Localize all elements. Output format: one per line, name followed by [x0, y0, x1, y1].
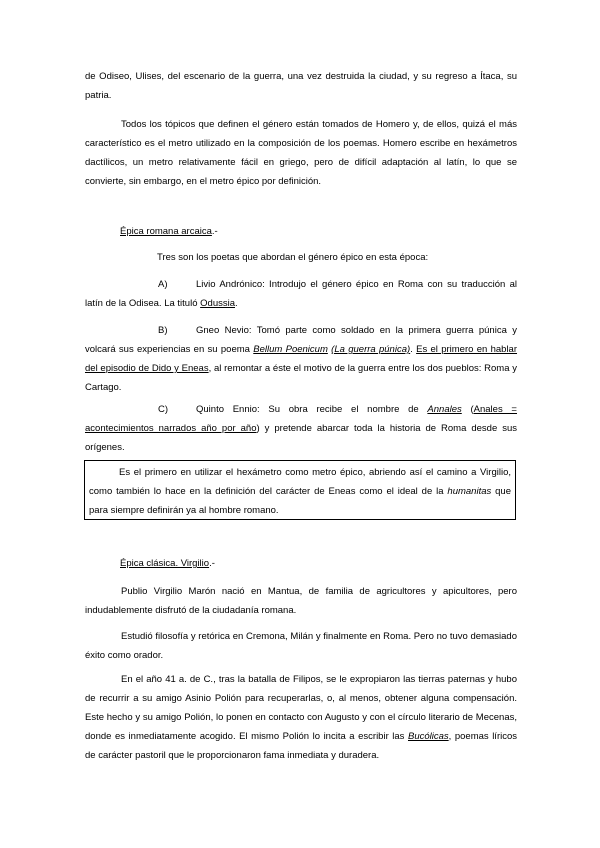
- heading-epica-clasica: [120, 554, 420, 573]
- heading-suffix: .-: [211, 226, 218, 237]
- paragraph-estudio: [85, 627, 517, 665]
- list-item-text-end: , al remontar a éste el motivo de la guerra entre los dos pueblos: Roma y Cartago.: [85, 363, 517, 393]
- separator: (: [461, 404, 474, 415]
- work-title: Bellum Poenicum: [253, 344, 328, 355]
- paragraph-text: de Odiseo, Ulises, del escenario de la guerra, una vez destruida la ciudad, y su regreso a Ítaca, su patria.: [85, 71, 517, 101]
- paragraph-intro: [157, 248, 517, 267]
- list-item-text-end: ) y pretende abarcar toda la historia de Roma desde sus orígenes.: [85, 423, 517, 453]
- box-text: Es el primero en utilizar el hexámetro como metro épico, abriendo así el camino a Virgilio, como también lo hace en la definición del carácter de Eneas como el ideal de la: [89, 467, 511, 497]
- highlighted-text: Es el primero en hablar del episodio de Dido y Eneas: [85, 344, 518, 374]
- box-term: humanitas: [447, 486, 492, 497]
- paragraph-topicos: [85, 115, 517, 191]
- paragraph-text: En el año 41 a. de C., tras la batalla de Filipos, se le expropiaron las tierras paternas y hubo de recurrir a su amigo Asinio Polión para recuperarlas, o, al menos, obtener alguna compensación. Este hecho y su amigo Polión, lo ponen en contacto con Augusto y con el círculo literario de Mecenas, donde es inmediatamente acogido. El mismo Polión lo incita a escribir las: [85, 674, 517, 742]
- paragraph-odiseo: [85, 67, 517, 105]
- list-item-c: [85, 400, 517, 457]
- work-title: Odussia: [200, 298, 235, 309]
- work-title-translation: (La guerra púnica): [331, 344, 411, 355]
- list-item-text: Livio Andrónico: Introdujo el género épico en Roma con su traducción al latín de la Odisea. La tituló: [85, 279, 517, 309]
- heading-epica-arcaica: [120, 222, 420, 241]
- list-item-end: .: [235, 298, 238, 309]
- list-item-label: B): [158, 325, 168, 336]
- paragraph-text: Estudió filosofía y retórica en Cremona, Milán y finalmente en Roma. Pero no tuvo demasiado éxito como orador.: [85, 631, 517, 661]
- list-item-label: C): [158, 404, 169, 415]
- list-item-label: A): [158, 279, 168, 290]
- list-item-b: [85, 321, 517, 397]
- paragraph-text: Publio Virgilio Marón nació en Mantua, de familia de agricultores y apicultores, pero indudablemente disfrutó de la ciudadanía romana.: [85, 586, 517, 616]
- box-paragraph: [89, 463, 511, 520]
- heading-suffix: .-: [209, 558, 215, 569]
- separator: .: [410, 344, 417, 355]
- highlighted-text: Anales = acontecimientos narrados año por año: [85, 404, 517, 434]
- paragraph-ano41: [85, 670, 517, 765]
- paragraph-text-end: , poemas líricos de carácter pastoril que le proporcionaron fama inmediata y duradera.: [85, 731, 517, 761]
- highlight-box: [84, 460, 516, 520]
- paragraph-publio: [85, 582, 517, 620]
- paragraph-text: Tres son los poetas que abordan el género épico en esta época:: [157, 252, 429, 263]
- list-item-text: Quinto Ennio: Su obra recibe el nombre de: [196, 404, 428, 415]
- work-title: Bucólicas: [407, 731, 449, 742]
- list-item-text: Gneo Nevio: Tomó parte como soldado en la primera guerra púnica y volcará sus experiencias en su poema: [85, 325, 517, 355]
- work-title: Annales: [427, 404, 462, 415]
- heading-title: Épica clásica. Virgilio: [120, 558, 210, 569]
- list-item-a: [85, 275, 517, 313]
- paragraph-text: Todos los tópicos que definen el género están tomados de Homero y, de ellos, quizá el más característico es el metro utilizado en la composición de los poemas. Homero escribe en hexámetros dactílicos, un metro relativamente fácil en griego, pero de difícil adaptación al latín, lo que se convierte, sin embargo, en el metro épico por definición.: [85, 119, 517, 187]
- box-text-end: que para siempre definirán ya al hombre romano.: [89, 486, 511, 516]
- heading-title: Épica romana arcaica: [120, 226, 212, 237]
